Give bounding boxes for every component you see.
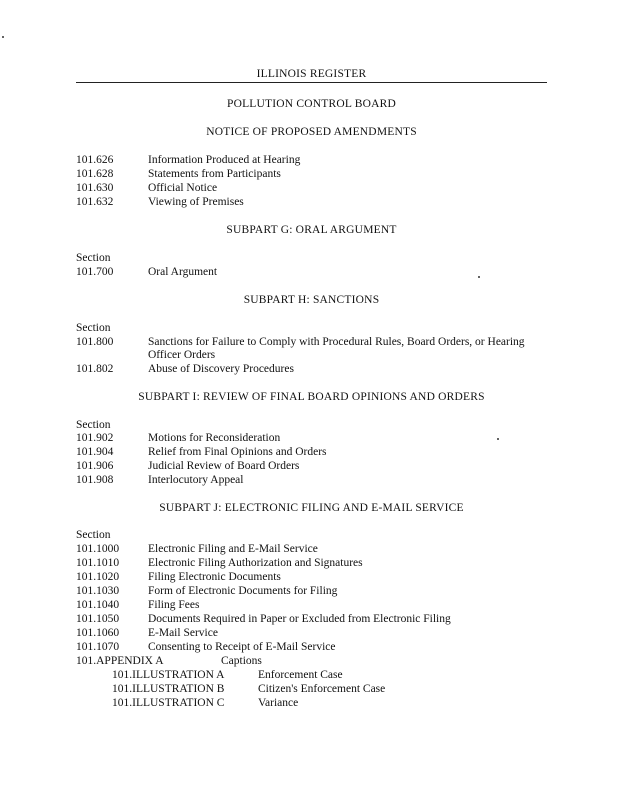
section-title: Relief from Final Opinions and Orders [148, 446, 327, 458]
section-number: 101.800 [76, 336, 114, 348]
section-title: Judicial Review of Board Orders [148, 460, 300, 472]
section-title: Abuse of Discovery Procedures [148, 363, 294, 375]
section-number: 101.1060 [76, 627, 120, 639]
section-title: Filing Fees [148, 599, 200, 611]
register-header: ILLINOIS REGISTER [76, 67, 547, 83]
section-number: 101.630 [76, 182, 114, 194]
section-title: Electronic Filing and E-Mail Service [148, 543, 318, 555]
section-title-continued: Officer Orders [148, 349, 216, 361]
illustration-title: Citizen's Enforcement Case [258, 683, 386, 695]
section-number: 101.1030 [76, 585, 120, 597]
section-number: 101.902 [76, 432, 114, 444]
section-title: E-Mail Service [148, 627, 218, 639]
section-title: Oral Argument [148, 266, 218, 278]
section-number: 101.626 [76, 154, 114, 166]
document-page: ILLINOIS REGISTER POLLUTION CONTROL BOARD NOTICE OF PROPOSED AMENDMENTS 101.626 Information Produced at Hearing 101.628 Statements from Participants 101.630 Official Notice 101.632 Viewing of Premises SUBPART G: ORAL ARGUMENT Section 101.700 Oral Argument SUBPART H: SANCTIONS Section 101.800 Sanctions for Failure to Comply with Procedural Rules, Board Orders, or Hearing Officer Orders 101.802 Abuse of Discovery Procedures SUBPART I: REVIEW OF FINAL BOARD OPINIONS AND ORDERS Section 101.902 Motions for Reconsideration 101.904 Relief from Final Opinions and Orders 101.906 Judicial Review of Board Orders 101.908 Interlocutory Appeal SUBPART J: ELECTRONIC FILING AND E-MAIL SERVICE Section 101.1000 Electronic Filing and E-Mail Service 101.1010 Electronic Filing Authorization and Signatures 101.1020 Filing Electronic Documents 101.1030 Form of Electronic Documents for Filing 101.1040 Filing Fees 101.1050 Documents Required in Paper or Excluded from Electronic Filing 101.1060 E-Mail Service 101.1070 Consenting to Receipt of E-Mail Service 101.APPENDIX A Captions 101.ILLUSTRATION A Enforcement Case 101.ILLUSTRATION B Citizen's Enforcement Case 101.ILLUSTRATION C Variance [0, 0, 618, 800]
scan-speck [2, 36, 4, 38]
subpart-h-heading: SUBPART H: SANCTIONS [243, 294, 380, 306]
section-title: Interlocutory Appeal [148, 474, 244, 486]
appendix-number: 101.APPENDIX A [76, 655, 164, 667]
section-title: Consenting to Receipt of E-Mail Service [148, 641, 336, 653]
section-number: 101.1010 [76, 557, 120, 569]
board-title: POLLUTION CONTROL BOARD [226, 98, 396, 110]
section-title: Official Notice [148, 182, 218, 194]
section-number: 101.906 [76, 460, 114, 472]
scan-speck [478, 276, 480, 278]
illustration-number: 101.ILLUSTRATION A [112, 669, 225, 681]
subpart-g-heading: SUBPART G: ORAL ARGUMENT [226, 224, 397, 236]
subpart-j-heading: SUBPART J: ELECTRONIC FILING AND E-MAIL SERVICE [159, 502, 464, 514]
section-number: 101.632 [76, 196, 114, 208]
section-title: Sanctions for Failure to Comply with Procedural Rules, Board Orders, or Hearing [148, 336, 525, 348]
illustration-number: 101.ILLUSTRATION C [112, 697, 225, 709]
section-title: Statements from Participants [148, 168, 281, 180]
section-number: 101.1050 [76, 613, 120, 625]
illustration-number: 101.ILLUSTRATION B [112, 683, 225, 695]
scan-speck [497, 438, 499, 440]
notice-title: NOTICE OF PROPOSED AMENDMENTS [206, 126, 417, 138]
section-number: 101.1040 [76, 599, 120, 611]
illustration-title: Enforcement Case [258, 669, 343, 681]
illustration-title: Variance [258, 697, 299, 709]
section-number: 101.908 [76, 474, 114, 486]
subpart-i-heading: SUBPART I: REVIEW OF FINAL BOARD OPINIONS AND ORDERS [138, 391, 485, 403]
section-title: Filing Electronic Documents [148, 571, 281, 583]
appendix-title: Captions [221, 655, 262, 667]
section-number: 101.1000 [76, 543, 120, 555]
section-number: 101.1070 [76, 641, 120, 653]
section-title: Documents Required in Paper or Excluded from Electronic Filing [148, 613, 451, 625]
section-number: 101.904 [76, 446, 114, 458]
section-title: Form of Electronic Documents for Filing [148, 585, 338, 597]
section-number: 101.1020 [76, 571, 120, 583]
section-title: Information Produced at Hearing [148, 154, 301, 166]
section-title: Viewing of Premises [148, 196, 244, 208]
section-title: Motions for Reconsideration [148, 432, 281, 444]
section-title: Electronic Filing Authorization and Signatures [148, 557, 363, 569]
section-number: 101.802 [76, 363, 114, 375]
section-number: 101.700 [76, 266, 114, 278]
section-number: 101.628 [76, 168, 114, 180]
